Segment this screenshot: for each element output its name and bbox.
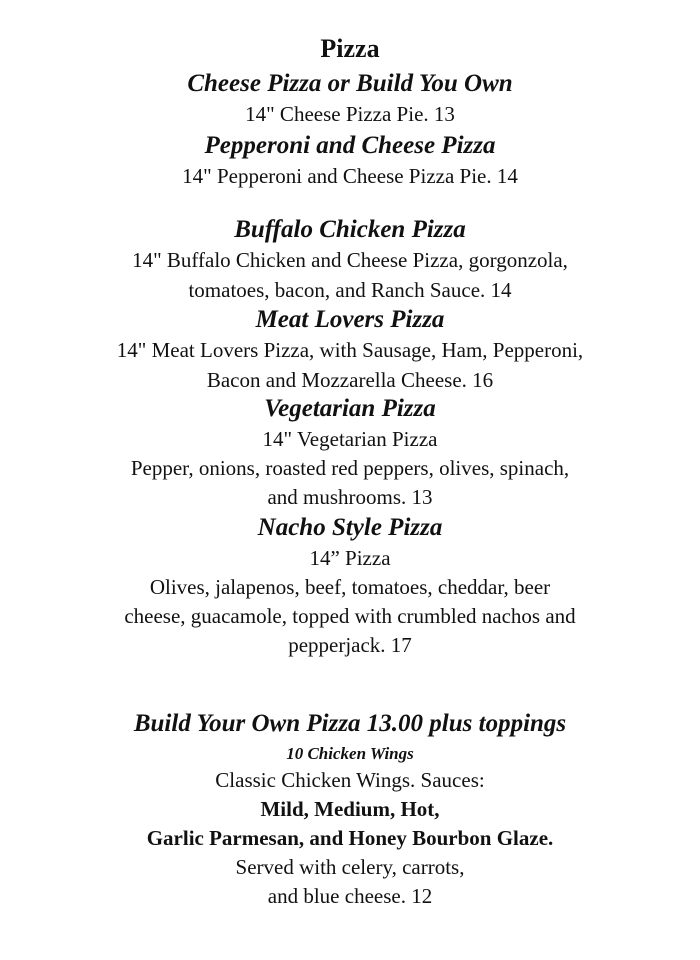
item-desc-cheese-pizza: 14" Cheese Pizza Pie. 13 bbox=[245, 102, 455, 126]
wings-intro: Classic Chicken Wings. Sauces: bbox=[215, 768, 485, 792]
item-desc-vegetarian-pizza-1: 14" Vegetarian Pizza bbox=[262, 427, 438, 451]
item-name-meat-lovers-pizza: Meat Lovers Pizza bbox=[255, 306, 445, 333]
wings-heading: 10 Chicken Wings bbox=[286, 744, 414, 763]
item-name-buffalo-chicken-pizza: Buffalo Chicken Pizza bbox=[234, 216, 466, 243]
wings-sauces-2: Garlic Parmesan, and Honey Bourbon Glaze. bbox=[146, 826, 554, 850]
menu-title: Pizza bbox=[320, 34, 380, 63]
item-desc-pepperoni-pizza: 14" Pepperoni and Cheese Pizza Pie. 14 bbox=[182, 164, 518, 188]
item-desc-meat-lovers-pizza-1: 14" Meat Lovers Pizza, with Sausage, Ham, Pepperoni, bbox=[116, 338, 584, 362]
item-name-cheese-pizza: Cheese Pizza or Build You Own bbox=[187, 70, 513, 97]
item-desc-buffalo-chicken-pizza-1: 14" Buffalo Chicken and Cheese Pizza, gorgonzola, bbox=[132, 248, 568, 272]
wings-served-2: and blue cheese. 12 bbox=[267, 884, 433, 908]
item-name-vegetarian-pizza: Vegetarian Pizza bbox=[264, 395, 436, 422]
item-desc-meat-lovers-pizza-2: Bacon and Mozzarella Cheese. 16 bbox=[206, 368, 494, 392]
wings-sauces-1: Mild, Medium, Hot, bbox=[260, 797, 440, 821]
wings-served-1: Served with celery, carrots, bbox=[235, 855, 465, 879]
item-desc-buffalo-chicken-pizza-2: tomatoes, bacon, and Ranch Sauce. 14 bbox=[188, 278, 512, 302]
item-name-pepperoni-pizza: Pepperoni and Cheese Pizza bbox=[204, 132, 496, 159]
item-desc-vegetarian-pizza-2: Pepper, onions, roasted red peppers, olives, spinach, bbox=[130, 456, 570, 480]
item-desc-nacho-style-pizza-1: 14” Pizza bbox=[309, 546, 391, 570]
build-your-own-heading: Build Your Own Pizza 13.00 plus toppings bbox=[133, 710, 567, 737]
item-desc-nacho-style-pizza-2: Olives, jalapenos, beef, tomatoes, cheddar, beer bbox=[149, 575, 551, 599]
item-desc-vegetarian-pizza-3: and mushrooms. 13 bbox=[267, 485, 433, 509]
item-name-nacho-style-pizza: Nacho Style Pizza bbox=[257, 514, 443, 541]
item-desc-nacho-style-pizza-3: cheese, guacamole, topped with crumbled nachos and bbox=[124, 604, 576, 628]
item-desc-nacho-style-pizza-4: pepperjack. 17 bbox=[288, 633, 412, 657]
